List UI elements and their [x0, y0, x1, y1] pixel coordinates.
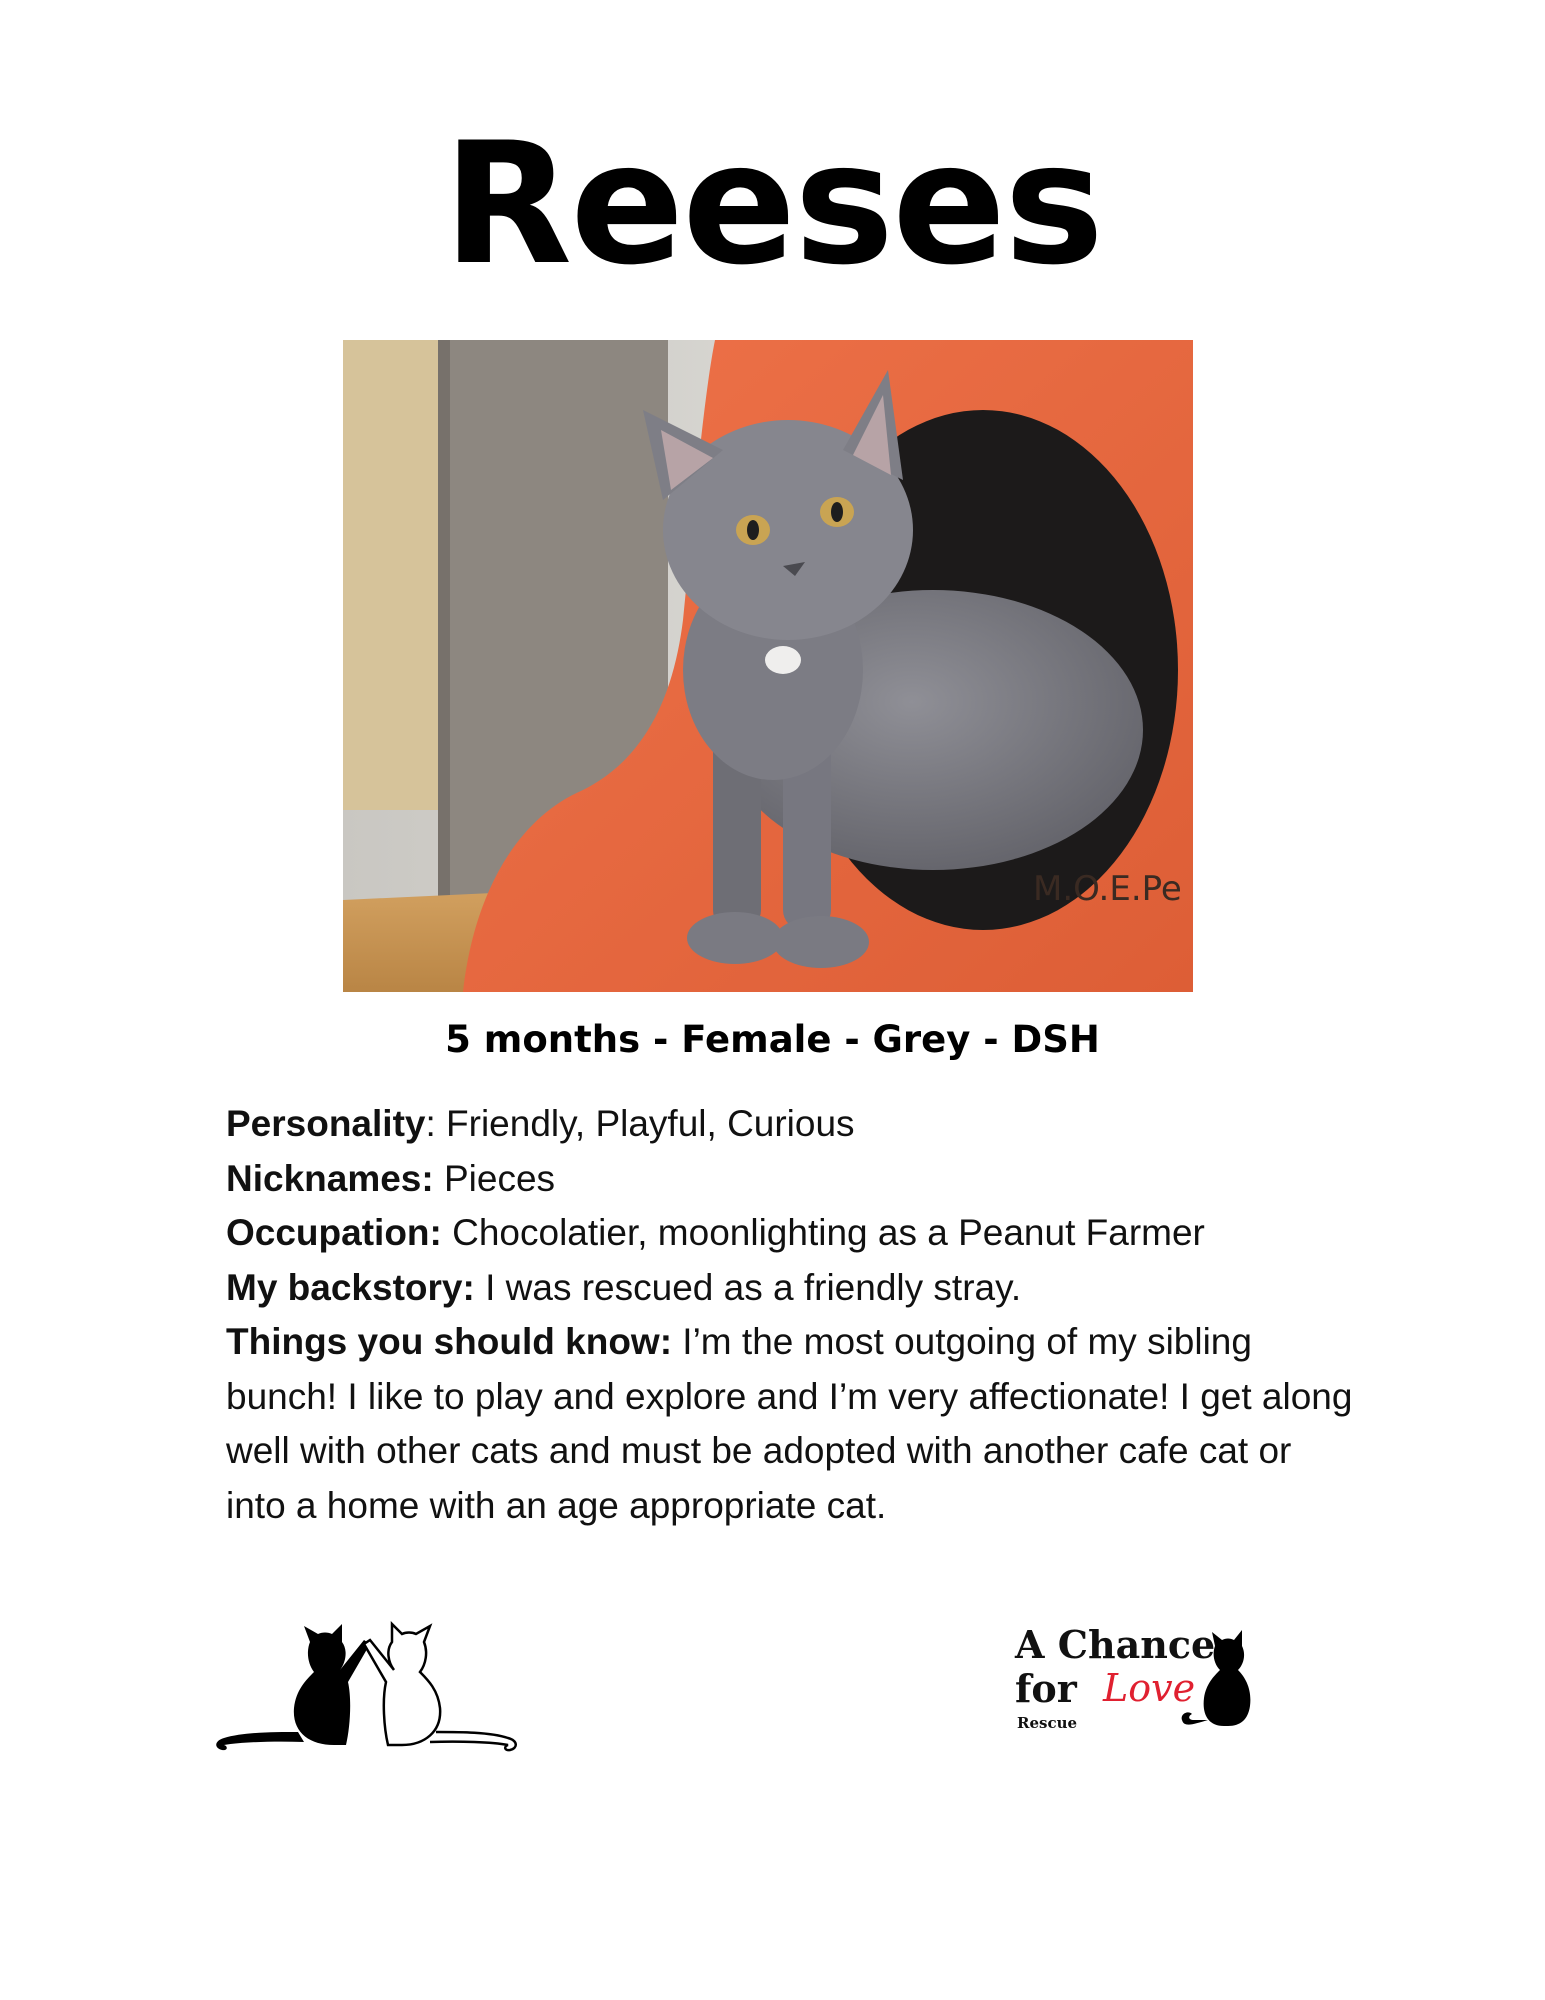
backstory-value: I was rescued as a friendly stray. — [474, 1266, 1022, 1308]
bio-section — [226, 1097, 1356, 1533]
personality-value: : Friendly, Playful, Curious — [425, 1103, 855, 1144]
things-to-know-label: Things you should know: — [226, 1321, 673, 1362]
sitting-cat-icon — [1180, 1624, 1262, 1741]
rescue-logo — [1015, 1622, 1265, 1742]
brand-for: for — [1015, 1666, 1077, 1711]
brand-line1: A Chance — [1015, 1622, 1216, 1667]
things-to-know-value: I’m the most outgoing of my sibling bunch! I like to play and explore and I’m very affectionate! I get along well with other cats and must be adopted with another cafe cat or into a home with an age appropriate cat. — [226, 1321, 1353, 1526]
nicknames-value: Pieces — [433, 1157, 556, 1199]
cat-name-title: Reeses — [442, 106, 1103, 302]
two-cats-high-five-icon — [214, 1620, 519, 1758]
brand-love: Love — [1103, 1666, 1196, 1710]
occupation-label: Occupation: — [226, 1212, 442, 1253]
nicknames-line — [226, 1152, 1356, 1207]
brand-rescue: Rescue — [1017, 1714, 1078, 1732]
occupation-value: Chocolatier, moonlighting as a Peanut Farmer — [441, 1212, 1205, 1253]
stats-line: 5 months - Female - Grey - DSH — [445, 1018, 1100, 1061]
personality-label: Personality — [226, 1103, 426, 1144]
nicknames-label: Nicknames: — [226, 1157, 434, 1199]
occupation-line — [226, 1206, 1356, 1261]
house-brand-text: M.O.E.Pe — [1033, 869, 1182, 909]
things-to-know-paragraph — [226, 1315, 1356, 1533]
personality-line — [226, 1097, 1356, 1152]
backstory-line — [226, 1261, 1356, 1316]
backstory-label: My backstory: — [226, 1266, 475, 1308]
cat-photo — [343, 340, 1193, 992]
